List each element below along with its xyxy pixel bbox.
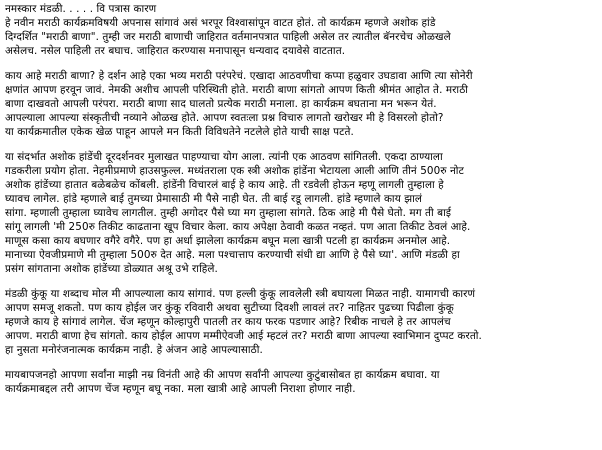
text-line: म्हणजे काय हे सांगावं लागेल. चेंज म्हणून कोल्हापुरी पातली तर काय फरक पडणार आहे? रिबीक नाचले हे तर आपलंच	[5, 316, 451, 328]
paragraph-gap	[5, 58, 597, 69]
text-line: या कार्यक्रमातील एकेक खेळ पाहून आपले मन किती विविधतेने नटलेले होते याची साक्ष पटते.	[5, 126, 354, 138]
paragraph-what-is-marathi-bana	[5, 69, 597, 139]
text-line: अशोक हांडेंच्या हातात बळेबळेच कोंबली. हांडेंनी विचारलं बाई हे काय आहे. ती रडवेली होऊन म्हणू लागली तुम्हाला हे	[5, 179, 444, 191]
paragraph-gap	[5, 139, 597, 150]
text-line: कार्यक्रमाबद्दल तरी आपण चेंज म्हणून बघू नका. मला खात्री आहे आपली निराशा होणार नाही.	[5, 383, 356, 395]
text-line: सांगू लागली 'मी 250रु तिकीट काढताना खूप विचार केला. काय अपेक्षा ठेवावी कळत नव्हतं. पण आता तिकीट ठेवलं आहे.	[5, 221, 471, 233]
text-line: असेलच. नसेल पाहिली तर बघाच. जाहिरात करण्यास मनापासून धन्यवाद दयावेसे वाटतात.	[5, 45, 346, 57]
text-line: काय आहे मराठी बाणा? हे दर्शन आहे एका भव्य मराठी परंपरेचं. एखादा आठवणीचा कप्पा हळुवार उघडावा आणि त्या सोनेरी	[5, 70, 473, 82]
text-line: मंडळी कुंकू या शब्दाच मोल मी आपल्याला काय सांगावं. पण हल्ली कुंकू लावलेली स्त्री बघायला मिळत नाही. यामागची कारणं	[5, 288, 476, 300]
text-line: मानाच्या ऐवजीप्रमाणे मी तुम्हाला 500रु देत आहे. मला पश्चात्ताप करण्याची संधी द्या आणि हे पैसे घ्या'. आणि मंडळी हा	[5, 249, 460, 261]
text-line: प्रसंग सांगताना अशोक हांडेंच्या डोळ्यात अश्रू उभे राहिले.	[5, 263, 218, 275]
text-line: दिग्दर्शित "मराठी बाणा". तुम्ही जर मराठी बाणाची जाहिरात वर्तमानपत्रात पाहिली असेल तर त्यातील बॅनरचेच ओळखले	[5, 31, 451, 43]
paragraph-closing-request	[5, 368, 597, 396]
text-line: क्षणांत आपण हरवून जावं. नेमकी अशीच आपली परिस्थिती होते. मराठी बाणा सांगतो आपण किती श्रीमंत आहोत ते. मराठी	[5, 84, 469, 96]
text-line: आपल्याला आपल्या संस्कृतीची नव्याने ओळख होते. आपण स्वतःला प्रश्न विचारु लागतो खरोखर मी हे विसरलो होतो?	[5, 112, 444, 124]
text-line: माणूस कसा काय बघणार वगैरे वगैरे. पण हा अर्धा झालेला कार्यक्रम बघून मला खात्री पटली हा कार्यक्रम अनमोल आहे.	[5, 235, 451, 247]
letter-greeting: नमस्कार मंडळी. . . . . वि पत्रास कारण	[5, 3, 157, 15]
text-line: हे नवीन मराठी कार्यक्रमविषयी अपनास सांगावं असं भरपूर विश्वासांपून वाटत होतं. तो कार्यक्रम म्हणजे अशोक हांडे	[5, 17, 436, 29]
text-line: सांगा. म्हणाली तुम्हाला घ्यावेच लागतील. तुम्ही अगोदर पैसे घ्या मग तुम्हाला सांगते. ठिक आहे मी पैसे घेतो. मग ती बाई	[5, 207, 452, 219]
text-line: आपण समजू शकतो. पण काय होईल जर कुंकू रविवारी अथवा सुटीच्या दिवशी लावलं तर? नाहितर पुढच्या पिढीला कुंकू	[5, 302, 454, 314]
text-line: आपण. मराठी बाणा हेच सांगतो. काय होईल आपण मम्मीऐवजी आई म्हटलं तर? मराठी बाणा आपल्या स्वाभिमान दुप्पट करतो.	[5, 330, 482, 342]
paragraph-intro	[5, 2, 597, 58]
text-line: घ्यावच लागेल. हांडे म्हणाले बाई तुमच्या प्रेमासाठी मी पैसे नाही घेत. ती बाई रडू लागली. हांडे म्हणाले काय झालं	[5, 193, 423, 205]
letter-document	[5, 2, 597, 396]
text-line: या संदर्भात अशोक हांडेंची दूरदर्शनवर मुलाखत पाहण्याचा योग आला. त्यांनी एक आठवण सांगितली. एकदा ठाण्याला	[5, 151, 443, 163]
paragraph-interview-anecdote	[5, 150, 597, 276]
text-line: हा नुसता मनोरंजनात्मक कार्यक्रम नाही. हे अंजन आहे आपल्यासाठी.	[5, 344, 263, 356]
text-line: गडकरीला प्रयोग होता. नेहमीप्रमाणे हाउसफुल्ल. मध्यंतराला एक स्त्री अशोक हांडेंना भेटायला आली आणि तीनं 500रु नोट	[5, 165, 464, 177]
text-line: बाणा दाखवतो आपली परंपरा. मराठी बाणा साद घालतो प्रत्येक मराठी मनाला. हा कार्यक्रम बघताना मन भरून येतं.	[5, 98, 437, 110]
paragraph-kunku	[5, 287, 597, 357]
text-line: मायबापजनहो आपणा सर्वांना माझी नम्र विनंती आहे की आपण सर्वांनी आपल्या कुटुंबासोबत हा कार्यक्रम बघावा. या	[5, 369, 440, 381]
paragraph-gap	[5, 357, 597, 368]
paragraph-gap	[5, 276, 597, 287]
